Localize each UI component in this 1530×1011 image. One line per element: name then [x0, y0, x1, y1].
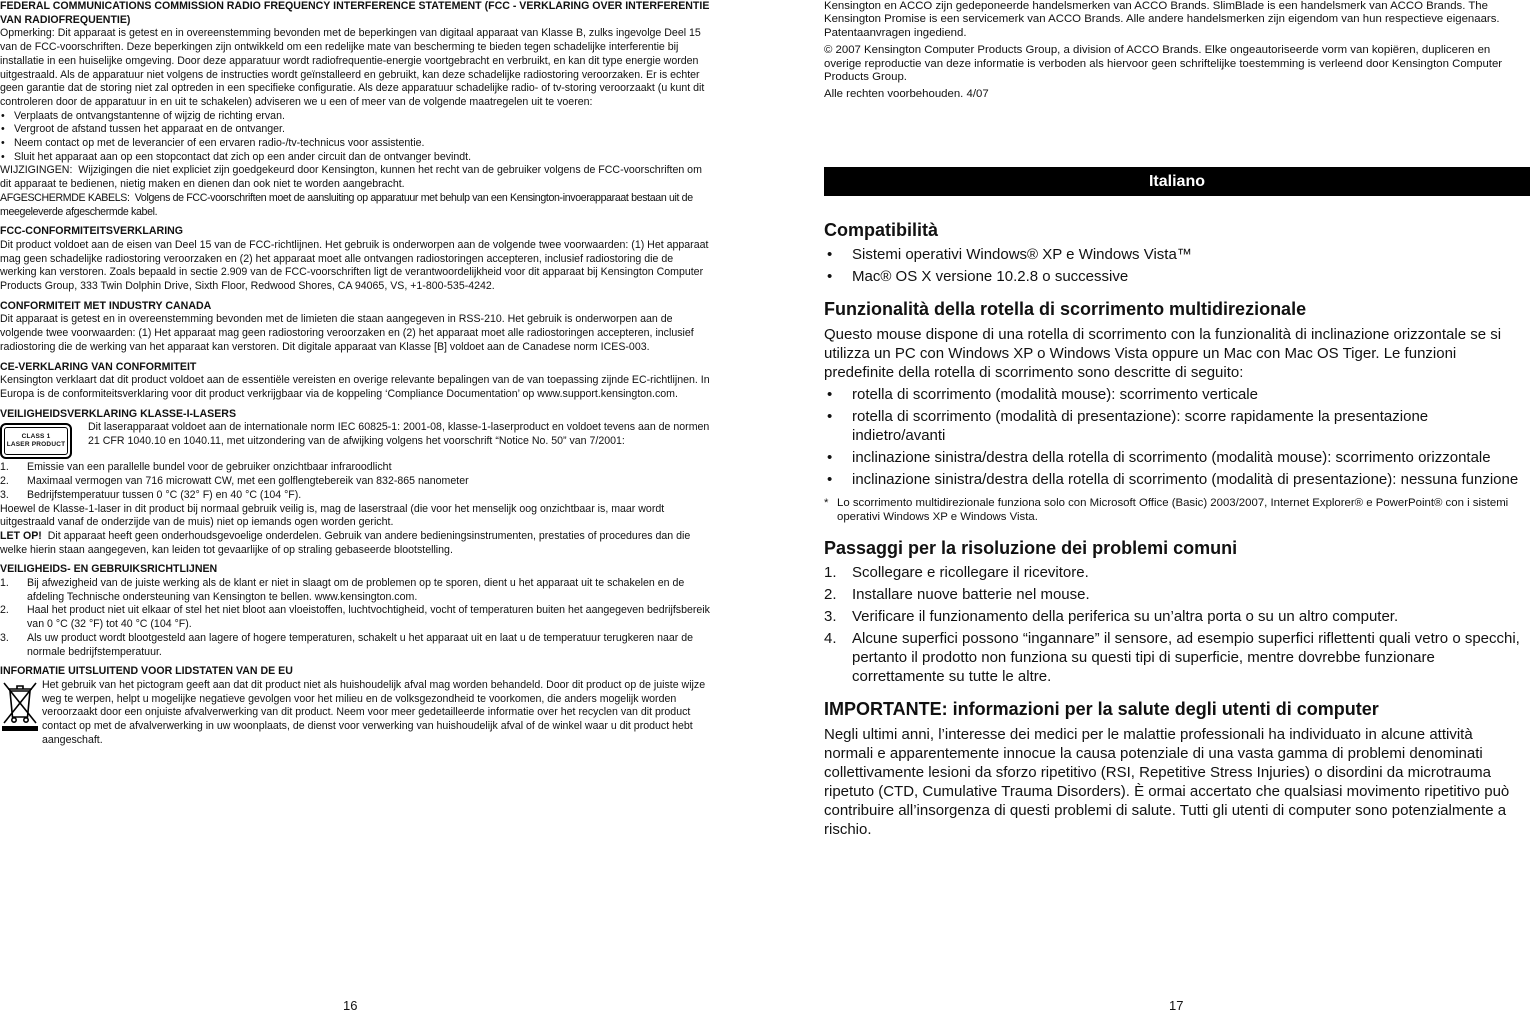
troubleshoot-item-number: 4. — [824, 629, 837, 647]
safety-item — [0, 577, 712, 604]
fcc-cables-text: Volgens de FCC-voorschriften moet de aansluiting op apparatuur met behulp van een Kensington-invoerapparaat bestaan uit de meegeleverde afgeschermde kabel. — [0, 191, 693, 218]
laser-heading: VEILIGHEIDSVERKLARING KLASSE-I-LASERS — [0, 407, 237, 420]
laser-item-text: Bedrijfstemperatuur tussen 0 °C (32° F) en 40 °C (104 °F). — [27, 488, 302, 501]
ce-body: Kensington verklaart dat dit product voldoet aan de essentiële vereisten en overige relevante bepalingen van de van toepassing zijnde EC-richtlijnen. In Europa is de conformiteitsverklaring voor dit product verkrijgbaar via de koppeling ‘Compliance Documentation’ op www.support.kensington.com. — [0, 374, 710, 400]
laser-item-number: 2. — [0, 475, 9, 488]
compat-bullet: • Mac® OS X versione 10.2.8 o successive — [824, 267, 1524, 286]
compat-heading: Compatibilità — [824, 220, 939, 240]
fcc-changes-lead: WIJZIGINGEN: — [0, 164, 73, 177]
laser-item-number: 3. — [0, 488, 9, 501]
fcc-conformity-body: Dit product voldoet aan de eisen van Deel 15 van de FCC-richtlijnen. Het gebruik is onderworpen aan de volgende twee voorwaarden: (1) Het apparaat mag geen schadelijke radiostoring veroorzaken en (2) het apparaat moet alle ontvangen radiostoringen accepteren, inclusief radiostoring die de werking kan verstoren. Zoals bepaald in sectie 2.909 van de FCC-voorschriften ligt de verantwoordelijkheid voor dit apparaat bij Kensington Computer Products Group, 333 Twin Dolphin Drive, Sixth Floor, Redwood Shores, CA 94065, VS, +1-800-535-4242. — [0, 238, 709, 293]
laser-section — [0, 408, 712, 558]
scroll-note-mark: * — [824, 497, 829, 509]
fcc-changes-text: Wijzigingen die niet expliciet zijn goedgekeurd door Kensington, kunnen het recht van de gebruiker volgens de FCC-voorschriften om dit apparaat te bedienen, nietig maken en dienen dan ook niet te worden aangebracht. — [0, 164, 702, 191]
spacer — [824, 686, 1524, 697]
laser-badge-line2: LASER PRODUCT — [6, 441, 66, 449]
troubleshoot-item-text: Installare nuove batterie nel mouse. — [852, 585, 1090, 603]
troubleshoot-item-number: 3. — [824, 607, 837, 625]
rights-text: Alle rechten voorbehouden. 4/07 — [824, 88, 989, 101]
italian-content — [824, 218, 1524, 839]
laser-intro: Dit laserapparaat voldoet aan de internationale norm IEC 60825-1: 2001-08, klasse-1-laserproduct en voldoet tevens aan de normen 21 CFR 1040.10 en 1040.11, met uitzondering van de afwijking volgens het voorschrift “Notice No. 50” van 7/2001: — [88, 421, 710, 448]
fcc-conformity-heading: FCC-CONFORMITEITSVERKLARING — [0, 225, 184, 238]
scroll-heading: Funzionalità della rotella di scorrimento multidirezionale — [824, 299, 1307, 319]
right-page-top — [824, 0, 1524, 106]
safety-item-text: Bij afwezigheid van de juiste werking als de klant er niet in slaagt om de problemen op te sporen, dient u het apparaat uit te schakelen en de afdeling Technische ondersteuning van Kensington te bellen. www.kensington.com. — [27, 577, 685, 603]
scroll-note-text: Lo scorrimento multidirezionale funziona solo con Microsoft Office (Basic) 2003/2007, Internet Explorer® e PowerPoint® con i sistemi operativi Windows XP e Windows Vista. — [837, 497, 1509, 524]
laser-warning-text: Dit apparaat heeft geen onderhoudsgevoelige onderdelen. Gebruik van andere bedieningsinstrumenten, prestaties of procedures dan die welke hierin staan aangegeven, kan leiden tot gevaarlijke of op straling gebaseerde blootstelling. — [0, 529, 691, 556]
fcc-section — [0, 0, 712, 219]
fcc-body: Opmerking: Dit apparaat is getest en in overeenstemming bevonden met de beperkingen van digitaal apparaat van Klasse B, zulks ingevolge Deel 15 van de FCC-voorschriften. Deze beperkingen zijn ontwikkeld om een redelijke mate van bescherming te bieden tegen schadelijke interferentie bij installatie in een huiselijke omgeving. Door deze apparatuur wordt radiofrequentie-energie voortgebracht en verbruikt, en kan dit type energie worden uitgestraald. Als de apparatuur niet volgens de instructies wordt geïnstalleerd en gebruikt, kan deze schadelijke radiostoring veroorzaken. Er is echter geen garantie dat de storing niet zal optreden in een specifieke configuratie. Als deze apparatuur schadelijke radio- of tv-storing veroorzaakt (u kunt dit controleren door de apparatuur in en uit te schakelen) adviseren we u een of meer van de volgende maatregelen uit te voeren: — [0, 27, 705, 108]
scroll-bullet: • inclinazione sinistra/destra della rotella di scorrimento (modalità di presentazione): nessuna funzione — [824, 470, 1524, 489]
laser-item — [0, 475, 712, 489]
laser-item-text: Emissie van een parallelle bundel voor de gebruiker onzichtbaar infraroodlicht — [27, 461, 392, 474]
scroll-note — [824, 496, 1524, 525]
page-number-right: 17 — [1169, 998, 1184, 1011]
laser-item — [0, 489, 712, 503]
ce-section — [0, 361, 712, 402]
troubleshoot-item-text: Scollegare e ricollegare il ricevitore. — [852, 563, 1089, 581]
copyright-text: © 2007 Kensington Computer Products Group, a division of ACCO Brands. Elke ongeautoriseerde vorm van kopiëren, dupliceren en overige reproductie van deze informatie is verboden als hiervoor geen schriftelijke toestemming is verleend door Kensington Computer Products Group. — [824, 44, 1503, 84]
safety-item-number: 2. — [0, 604, 9, 617]
left-page — [0, 0, 712, 1011]
troubleshoot-item-number: 2. — [824, 585, 837, 603]
safety-heading: VEILIGHEIDS- EN GEBRUIKSRICHTLIJNEN — [0, 563, 218, 576]
laser-after: Hoewel de Klasse-1-laser in dit product bij normaal gebruik veilig is, mag de laserstraal (die voor het menselijk oog onzichtbaar is, maar wordt uitgestraald vanaf de onderzijde van de muis) niet op iemands ogen worden gericht. — [0, 502, 665, 529]
fcc-cables-lead: AFGESCHERMDE KABELS: — [0, 191, 130, 204]
troubleshoot-item-text: Verificare il funzionamento della periferica su un’altra porta o su un altro computer. — [852, 607, 1399, 625]
safety-item — [0, 632, 712, 659]
fcc-heading: FEDERAL COMMUNICATIONS COMMISSION RADIO FREQUENCY INTERFERENCE STATEMENT (FCC - VERKLARING OVER INTERFERENTIE VAN RADIOFREQUENTIE) — [0, 0, 710, 26]
canada-body: Dit apparaat is getest en in overeenstemming bevonden met de limieten die staan aangegeven in RSS-210. Het gebruik is onderworpen aan de volgende twee voorwaarden: (1) Het apparaat mag geen radiostoring veroorzaken en (2) het apparaat moet alle radiostoringen accepteren, inclusief radiostoring die de werking van het apparaat kan verstoren. Dit digitale apparaat van Klasse [B] voldoet aan de Canadese norm ICES-003. — [0, 313, 694, 353]
trademark-block — [824, 0, 1524, 102]
class1-laser-badge-icon — [0, 423, 72, 459]
weee-bin-icon — [0, 679, 40, 733]
scroll-body: Questo mouse dispone di una rotella di scorrimento con la funzionalità di inclinazione orizzontale se si utilizza un PC con Windows XP o Windows Vista oppure un Mac con Mac OS Tiger. Le funzioni predefinite della rotella di scorrimento sono descritte di seguito: — [824, 326, 1502, 381]
fcc-cables — [0, 192, 712, 219]
laser-item-number: 1. — [0, 461, 9, 474]
safety-item-text: Haal het product niet uit elkaar of stel het niet bloot aan vloeistoffen, luchtvochtigheid, vocht of temperaturen buiten het aangegeven bedrijfsbereik van 0 °C (32 °F) tot 40 °C (104 °F). — [27, 604, 710, 631]
fcc-changes — [0, 164, 712, 191]
safety-section — [0, 563, 712, 659]
eu-body: Het gebruik van het pictogram geeft aan dat dit product niet als huishoudelijk afval mag worden behandeld. Door dit product op de juiste wijze weg te werpen, helpt u mogelijke negatieve gevolgen voor het milieu en de volksgezondheid te voorkomen, die anders mogelijk worden veroorzaakt door een onjuiste afvalverwerking van dit product. Neem voor meer gedetailleerde informatie over het recyclen van dit product contact op met de afvalverwerking in uw woonplaats, de dienst voor verwerking van huishoudelijk afval of de winkel waar u dit product hebt aangeschaft. — [42, 678, 706, 746]
eu-row — [0, 679, 712, 748]
eu-heading: INFORMATIE UITSLUITEND VOOR LIDSTATEN VAN DE EU — [0, 665, 293, 678]
troubleshoot-item — [824, 629, 1524, 686]
laser-warning-lead: LET OP! — [0, 529, 42, 542]
scroll-bullet: • rotella di scorrimento (modalità mouse): scorrimento verticale — [824, 385, 1524, 404]
fcc-conformity-section — [0, 225, 712, 294]
safety-item — [0, 604, 712, 631]
canada-section — [0, 300, 712, 355]
troubleshoot-item — [824, 607, 1524, 626]
troubleshoot-item-number: 1. — [824, 563, 837, 581]
health-body: Negli ultimi anni, l’interesse dei medici per le malattie professionali ha individuato in alcune attività normali e apparentemente innocue la causa potenziale di una vasta gamma di problemi denominati collettivamente lesioni da sforzo ripetitivo (RSI, Repetitive Stress Injuries) o disordini da microtrauma ripetuto (CTD, Cumulative Trauma Disorders). È ormai accertato che qualsiasi movimento ripetitivo può contribuire all’insorgenza di questi problemi di salute. Tutti gli utenti di computer sono potenzialmente a rischio. — [824, 725, 1510, 838]
laser-item — [0, 461, 712, 475]
scroll-bullet: • inclinazione sinistra/destra della rotella di scorrimento (modalità mouse): scorrimento orizzontale — [824, 448, 1524, 467]
safety-item-number: 1. — [0, 577, 9, 590]
safety-item-number: 3. — [0, 631, 9, 644]
troubleshoot-item — [824, 585, 1524, 604]
fcc-bullet: • Vergroot de afstand tussen het apparaat en de ontvanger. — [0, 123, 712, 137]
laser-item-text: Maximaal vermogen van 716 microwatt CW, met een golflengtebereik van 832-865 nanometer — [27, 475, 469, 488]
fcc-bullet: • Neem contact op met de leverancier of een ervaren radio-/tv-technicus voor assistentie. — [0, 137, 712, 151]
language-bar: Italiano — [824, 167, 1530, 196]
scroll-bullet: • rotella di scorrimento (modalità di presentazione): scorre rapidamente la presentazione indietro/avanti — [824, 407, 1524, 445]
laser-badge-line1: CLASS 1 — [21, 433, 51, 441]
fcc-bullet: • Sluit het apparaat aan op een stopcontact dat zich op een ander circuit dan de ontvanger bevindt. — [0, 151, 712, 165]
eu-section — [0, 665, 712, 747]
laser-badge-inner — [4, 427, 68, 455]
troubleshoot-item — [824, 563, 1524, 582]
canada-heading: CONFORMITEIT MET INDUSTRY CANADA — [0, 299, 212, 312]
safety-item-text: Als uw product wordt blootgesteld aan lagere of hogere temperaturen, schakelt u het apparaat uit en laat u de temperatuur terugkeren naar de normale bedrijfstemperatuur. — [27, 631, 694, 658]
troubleshoot-heading: Passaggi per la risoluzione dei problemi comuni — [824, 537, 1238, 558]
compat-bullet: • Sistemi operativi Windows® XP e Windows Vista™ — [824, 245, 1524, 264]
ce-heading: CE-VERKLARING VAN CONFORMITEIT — [0, 360, 197, 373]
health-heading: IMPORTANTE: informazioni per la salute degli utenti di computer — [824, 698, 1379, 719]
fcc-bullet: • Verplaats de ontvangstantenne of wijzig de richting ervan. — [0, 110, 712, 124]
laser-warning — [0, 530, 712, 557]
page-number-left: 16 — [343, 998, 358, 1011]
laser-intro-row — [0, 421, 712, 461]
troubleshoot-item-text: Alcune superfici possono “ingannare” il sensore, ad esempio superfici riflettenti quali vetro o specchi, pertanto il prodotto non funziona su questi tipi di superficie, mentre dovrebbe funzionare correttamente su tutte le altre. — [852, 629, 1520, 685]
spacer — [824, 286, 1524, 297]
trademark-text: Kensington en ACCO zijn gedeponeerde handelsmerken van ACCO Brands. SlimBlade is een handelsmerk van ACCO Brands. The Kensington Promise is een servicemerk van ACCO Brands. Alle andere handelsmerken zijn eigendom van hun respectieve eigenaars. Patentaanvragen ingediend. — [824, 0, 1500, 39]
spacer — [824, 525, 1524, 536]
